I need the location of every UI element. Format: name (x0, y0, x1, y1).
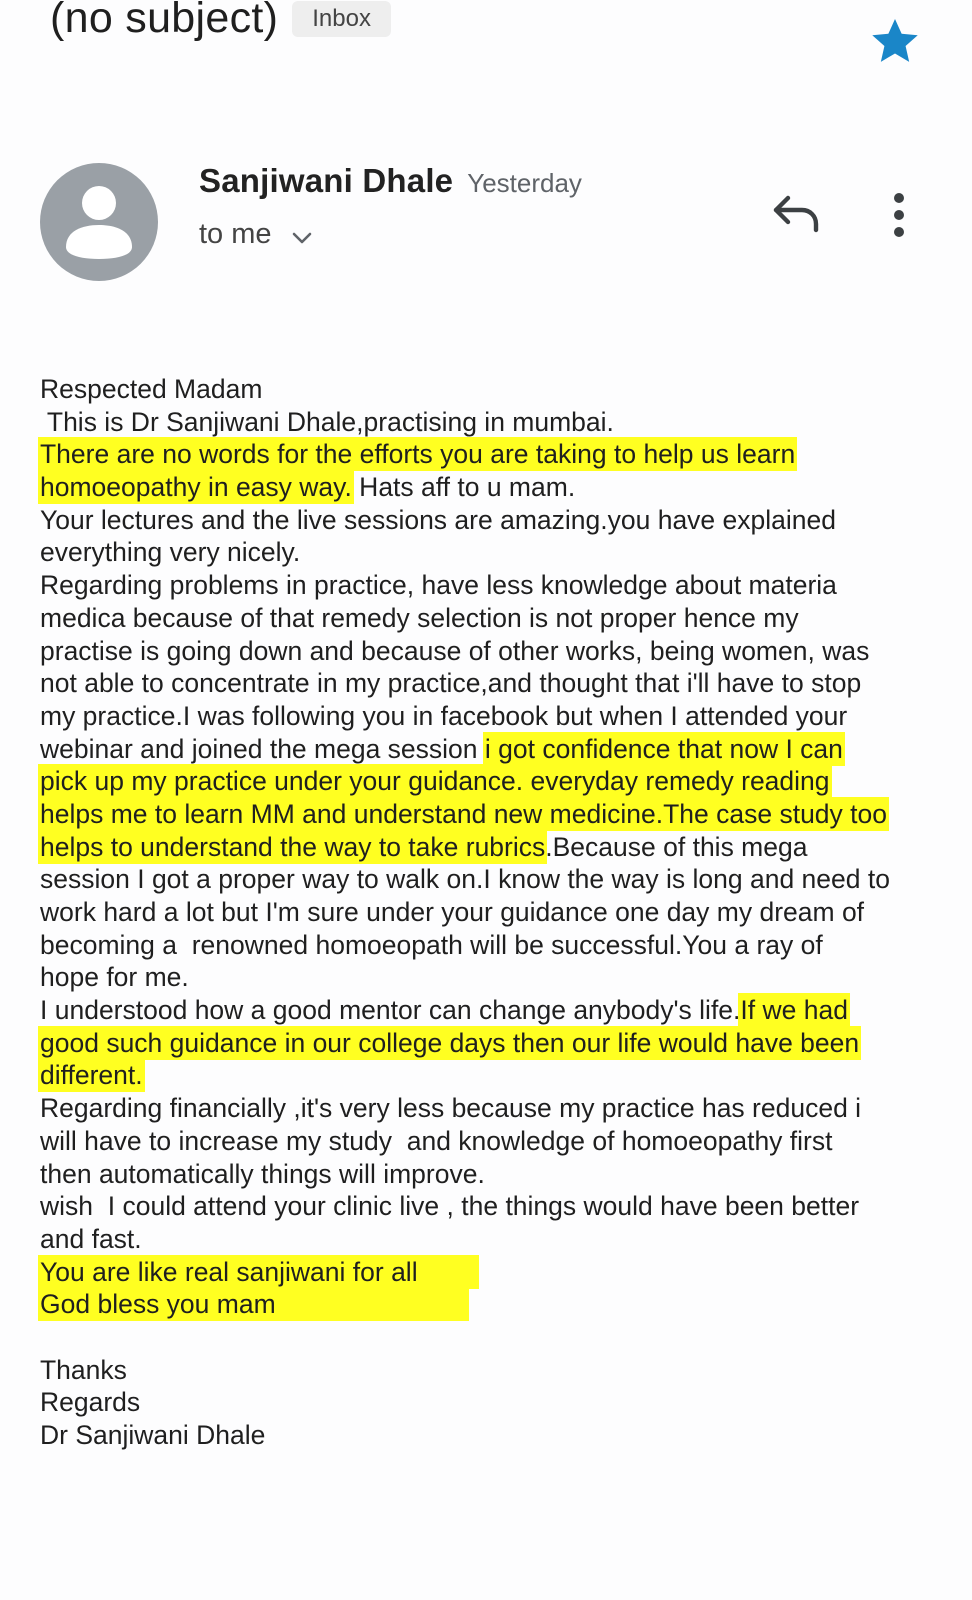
body-line (40, 1092, 940, 1125)
body-line (40, 798, 940, 831)
body-line (40, 1190, 940, 1223)
body-text-segment: webinar and joined the mega session (40, 733, 485, 764)
more-vert-icon[interactable] (884, 190, 914, 240)
body-text-segment: Regards (40, 1387, 141, 1418)
highlighted-text: i got confidence that now I can (484, 733, 843, 764)
message-time: Yesterday (467, 168, 582, 198)
body-line (40, 1354, 940, 1387)
highlighted-text: helps to understand the way to take rubrics (40, 831, 546, 862)
body-line (40, 406, 940, 439)
body-line (40, 1386, 940, 1419)
highlighted-text: You are like real sanjiwani for all (40, 1256, 477, 1287)
recipient-label: to me (199, 218, 272, 250)
body-line (40, 1059, 940, 1092)
body-line (40, 569, 940, 602)
body-line (40, 1158, 940, 1191)
highlighted-text: God bless you mam (40, 1289, 468, 1320)
highlighted-text: There are no words for the efforts you are taking to help us learn (40, 439, 796, 470)
body-line (40, 994, 940, 1027)
body-line (40, 504, 940, 537)
body-text-segment: then automatically things will improve. (40, 1158, 485, 1189)
sender-line (199, 162, 582, 200)
body-line (40, 1256, 940, 1289)
body-text-segment: practise is going down and because of other works, being women, was (40, 635, 870, 666)
body-text-segment: Thanks (40, 1354, 127, 1385)
body-line (40, 373, 940, 406)
person-avatar-icon[interactable] (40, 163, 158, 281)
highlighted-text: helps me to learn MM and understand new medicine.The case study too (40, 798, 887, 829)
body-text-segment: not able to concentrate in my practice,and thought that i'll have to stop (40, 668, 862, 699)
recipient-details-toggle[interactable] (199, 218, 582, 251)
body-line (40, 1321, 940, 1354)
body-text-segment: and fast. (40, 1223, 142, 1254)
sender-block (199, 162, 582, 251)
body-line (40, 536, 940, 569)
body-line (40, 1223, 940, 1256)
body-line (40, 929, 940, 962)
body-text-segment: .Because of this mega (545, 831, 808, 862)
body-text-segment: will have to increase my study and knowledge of homoeopathy first (40, 1125, 833, 1156)
email-body (40, 373, 940, 1452)
email-subject: (no subject) (50, 0, 279, 42)
body-line (40, 1027, 940, 1060)
body-text-segment: medica because of that remedy selection is not proper hence my (40, 602, 799, 633)
body-line (40, 667, 940, 700)
body-line (40, 438, 940, 471)
body-line (40, 471, 940, 504)
body-text-segment: Respected Madam (40, 374, 263, 404)
body-line (40, 896, 940, 929)
body-line (40, 961, 940, 994)
highlighted-text: homoeopathy in easy way. (40, 472, 352, 503)
body-text-segment: everything very nicely. (40, 537, 301, 568)
highlighted-text: pick up my practice under your guidance. everyday remedy reading (40, 766, 830, 797)
body-line (40, 635, 940, 668)
body-text-segment: my practice.I was following you in facebook but when I attended your (40, 700, 848, 731)
body-text-segment: This is Dr Sanjiwani Dhale,practising in mumbai. (40, 406, 614, 437)
body-text-segment: Hats aff to u mam. (351, 472, 576, 503)
body-text-segment: hope for me. (40, 962, 189, 993)
reply-icon[interactable] (770, 192, 822, 236)
body-text-segment: I understood how a good mentor can change anybody's life. (40, 995, 741, 1026)
body-text-segment: Dr Sanjiwani Dhale (40, 1420, 266, 1450)
body-line (40, 602, 940, 635)
body-text-segment: work hard a lot but I'm sure under your guidance one day my dream of (40, 897, 865, 927)
body-line (40, 831, 940, 864)
body-line (40, 1288, 940, 1321)
body-text-segment: Regarding problems in practice, have less knowledge about materia (40, 570, 837, 601)
inbox-label-badge[interactable]: Inbox (292, 1, 391, 37)
highlighted-text: good such guidance in our college days then our life would have been (40, 1027, 860, 1058)
chevron-down-icon[interactable] (290, 226, 314, 250)
highlighted-text: different. (40, 1060, 143, 1091)
star-icon[interactable] (868, 14, 922, 68)
body-line (40, 700, 940, 733)
body-text-segment: session I got a proper way to walk on.I know the way is long and need to (40, 864, 890, 895)
body-line (40, 765, 940, 798)
body-line (40, 733, 940, 766)
body-line (40, 1419, 940, 1452)
body-text-segment: wish I could attend your clinic live , the things would have been better (40, 1191, 860, 1222)
subject-row (50, 0, 391, 50)
body-text-segment: Your lectures and the live sessions are amazing.you have explained (40, 504, 836, 535)
sender-name[interactable]: Sanjiwani Dhale (199, 162, 454, 199)
body-text-segment: becoming a renowned homoeopath will be successful.You a ray of (40, 929, 823, 960)
body-line (40, 863, 940, 896)
body-text-segment: Regarding financially ,it's very less because my practice has reduced i (40, 1093, 862, 1124)
body-line (40, 1125, 940, 1158)
highlighted-text: If we had (740, 995, 848, 1026)
